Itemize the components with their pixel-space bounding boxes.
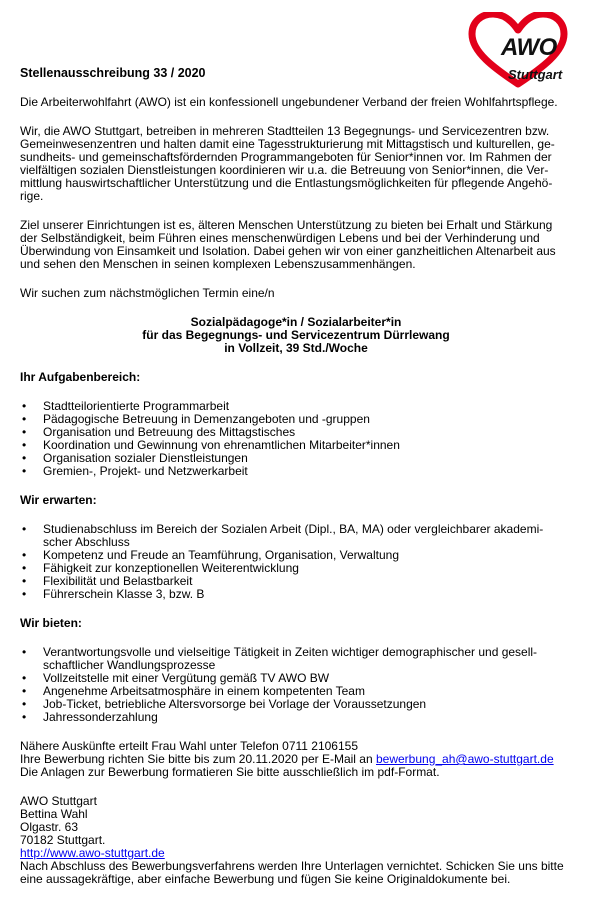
list-item: • Verantwortungsvolle und vielseitige Tätigkeit in Zeiten wichtiger demographischer und gesell- schaftlicher Wandlungsprozesse: [22, 645, 538, 672]
address-org: AWO Stuttgart: [20, 794, 97, 808]
tasks-heading: Ihr Aufgabenbereich:: [20, 370, 141, 384]
list-item: • Vollzeitstelle mit einer Vergütung gemäß TV AWO BW: [22, 671, 330, 685]
text-line: und sehen den Menschen in seinen komplexen Lebenszusammenhängen.: [20, 257, 416, 271]
offer-list: [20, 646, 572, 724]
text-line: vielfältigen sozialen Dienstleistungen koordinieren wir u.a. die Betreuung von Senior*innen, die Ver-: [20, 163, 549, 177]
intro-text: Die Arbeiterwohlfahrt (AWO) ist ein konfessionell ungebundener Verband der freien Wohlfahrtspflege.: [20, 95, 558, 109]
website-link[interactable]: http://www.awo-stuttgart.de: [20, 846, 165, 860]
contact-email-line: Ihre Bewerbung richten Sie bitte bis zum 20.11.2020 per E-Mail an bewerbung_ah@awo-stuttgart.de: [20, 752, 554, 766]
address-street: Olgastr. 63: [20, 820, 79, 834]
position-hours: in Vollzeit, 39 Std./Woche: [224, 341, 368, 355]
email-link[interactable]: bewerbung_ah@awo-stuttgart.de: [375, 752, 554, 766]
paragraph-about: [20, 125, 572, 203]
paragraph-goals: [20, 219, 572, 271]
text-line: Wir, die AWO Stuttgart, betreiben in mehreren Stadtteilen 13 Begegnungs- und Servicezentren bzw.: [20, 124, 550, 138]
list-item: • Stadtteilorientierte Programmarbeit: [22, 399, 230, 413]
text-line: rige.: [20, 189, 44, 203]
list-item: • Gremien-, Projekt- und Netzwerkarbeit: [22, 464, 248, 478]
position-location: für das Begegnungs- und Servicezentrum Dürrlewang: [142, 328, 450, 342]
logo-city: Stuttgart: [508, 67, 563, 82]
text-line: Nach Abschluss des Bewerbungsverfahrens werden Ihre Unterlagen vernichtet. Schicken Sie uns bitte: [20, 859, 564, 873]
list-item: • Koordination und Gewinnung von ehrenamtlichen Mitarbeiter*innen: [22, 438, 400, 452]
list-item: • Angenehme Arbeitsatmosphäre in einem kompetenten Team: [22, 684, 365, 698]
logo-wordmark: AWO: [501, 34, 557, 61]
search-line: Wir suchen zum nächstmöglichen Termin eine/n: [20, 286, 275, 300]
page-title: Stellenausschreibung 33 / 2020: [20, 66, 206, 80]
expect-list: [20, 523, 572, 601]
list-item: • Jahressonderzahlung: [22, 710, 158, 724]
text-line: der Selbständigkeit, beim Führen eines menschenwürdigen Lebens und bei der Verhinderung und: [20, 231, 540, 245]
list-item: • Studienabschluss im Bereich der Sozialen Arbeit (Dipl., BA, MA) oder vergleichbarer akademi- scher Abschluss: [22, 522, 544, 549]
text-line: Ziel unserer Einrichtungen ist es, älteren Menschen Unterstützung zu bieten bei Erhalt und Stärkung: [20, 218, 553, 232]
address-name: Bettina Wahl: [20, 807, 88, 821]
list-item: • Flexibilität und Belastbarkeit: [22, 574, 193, 588]
address-city: 70182 Stuttgart.: [20, 833, 106, 847]
list-item: • Job-Ticket, betriebliche Altersvorsorge bei Vorlage der Voraussetzungen: [22, 697, 427, 711]
list-item: • Pädagogische Betreuung in Demenzangeboten und -gruppen: [22, 412, 370, 426]
address-block: [20, 795, 572, 860]
text-line: Überwindung von Einsamkeit und Isolation. Dabei gehen wir von einer ganzheitlichen Altenarbeit aus: [20, 244, 556, 258]
position-block: [20, 316, 572, 355]
text-line: Gemeinwesenzentren und halten damit eine Tagesstrukturierung mit Mittagstisch und kulturellen, ge-: [20, 137, 555, 151]
contact-phone: Nähere Auskünfte erteilt Frau Wahl unter Telefon 0711 2106155: [20, 739, 358, 753]
expect-heading: Wir erwarten:: [20, 493, 97, 507]
list-item: • Organisation und Betreuung des Mittagstisches: [22, 425, 296, 439]
contact-block: [20, 740, 572, 779]
text-line: eine aussagekräftige, aber einfache Bewerbung und fügen Sie keine Originaldokumente bei.: [20, 872, 511, 886]
list-item: • Führerschein Klasse 3, bzw. B: [22, 587, 205, 601]
list-item: • Kompetenz und Freude an Teamführung, Organisation, Verwaltung: [22, 548, 400, 562]
position-title: Sozialpädagoge*in / Sozialarbeiter*in: [190, 315, 402, 329]
footer-note: [20, 860, 572, 886]
posting-content: [20, 67, 572, 886]
text-line: sundheits- und gemeinschaftsfördernden Programmangeboten für Senior*innen vor. Im Rahmen der: [20, 150, 552, 164]
text-line: mittlung hauswirtschaftlicher Unterstützung und die Entlastungsmöglichkeiten für pflegende Angehö-: [20, 176, 553, 190]
list-item: • Organisation sozialer Dienstleistungen: [22, 451, 248, 465]
contact-format: Die Anlagen zur Bewerbung formatieren Sie bitte ausschließlich im pdf-Format.: [20, 765, 440, 779]
offer-heading: Wir bieten:: [20, 616, 82, 630]
tasks-list: [20, 400, 572, 478]
list-item: • Fähigkeit zur konzeptionellen Weiterentwicklung: [22, 561, 299, 575]
